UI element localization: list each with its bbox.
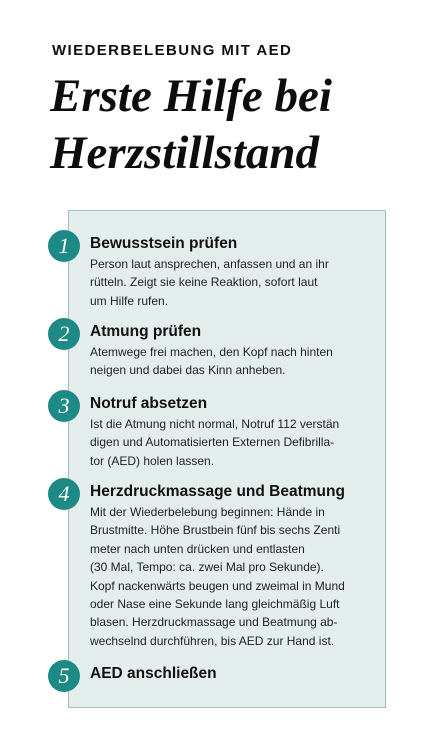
step-title: Notruf absetzen [90, 395, 208, 412]
step-text-line: Ist die Atmung nicht normal, Notruf 112 verstän [90, 417, 340, 431]
step-text-line: neigen und dabei das Kinn anheben. [90, 363, 286, 378]
step-text-line: (30 Mal, Tempo: ca. zwei Mal pro Sekunde). [90, 560, 324, 575]
step-text-line: tor (AED) holen lassen. [90, 453, 215, 468]
step-text-line: Atemwege frei machen, den Kopf nach hinten [90, 345, 333, 359]
step-number-badge: 4 [48, 478, 80, 510]
step-description [90, 255, 375, 310]
step-text-line: meter nach unten drücken und entlasten [90, 541, 305, 556]
step-description [90, 415, 375, 470]
step-text-line: Brustmitte. Höhe Brustbein fünf bis sechs Zenti [90, 523, 341, 538]
kicker-label: WIEDERBELEBUNG MIT AED [52, 42, 293, 59]
step-text-line: digen und Automatisierten Externen Defibrilla- [90, 435, 335, 450]
step-number-badge: 1 [48, 230, 80, 262]
step-text-line: blasen. Herzdruckmassage und Beatmung ab- [90, 615, 338, 630]
step-text-line: rütteln. Zeigt sie keine Reaktion, sofort laut [90, 275, 318, 290]
step-text-line: wechselnd durchführen, bis AED zur Hand ist. [90, 633, 335, 648]
step-number-badge: 3 [48, 390, 80, 422]
step-text-line: Person laut ansprechen, anfassen und an ihr [90, 257, 329, 271]
step-title: Bewusstsein prüfen [90, 235, 238, 252]
step-text-line: Mit der Wiederbelebung beginnen: Hände in [90, 505, 325, 519]
step-description [90, 503, 375, 650]
step-description [90, 343, 375, 380]
step-number-badge: 2 [48, 318, 80, 350]
step-title: Herzdruckmassage und Beatmung [90, 483, 345, 500]
step-title: AED anschließen [90, 665, 217, 682]
page-title [50, 68, 420, 182]
step-text-line: um Hilfe rufen. [90, 293, 169, 308]
page-title-line-1: Erste Hilfe bei [50, 70, 332, 122]
page-title-line-2: Herzstillstand [50, 127, 320, 179]
step-number-badge: 5 [48, 660, 80, 692]
step-text-line: Kopf nackenwärts beugen und zweimal in Mund [90, 578, 345, 593]
step-title: Atmung prüfen [90, 323, 202, 340]
step-text-line: oder Nase eine Sekunde lang gleichmäßig Luft [90, 597, 340, 612]
